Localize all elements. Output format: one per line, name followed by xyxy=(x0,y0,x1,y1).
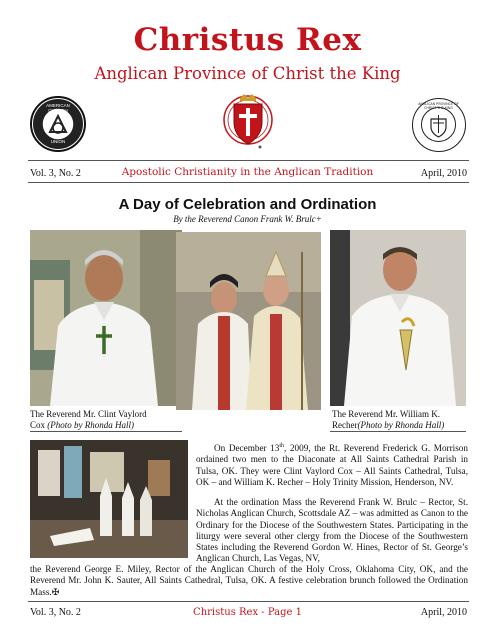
paragraph-1-start: On December 13 xyxy=(214,443,280,454)
article-paragraph-2: At the ordination Mass the Reverend Frank W. Brulc – Rector, St. Nicholas Anglican Church, Scottsdale AZ – was admitted as Canon to the Ordinary for the Diocese of the Southwestern States. Participating in the liturgy were several other clergy from the Diocese of the Southwestern States including the Reverend Gordon W. Hines, Rector of St. George’s Anglican Church, Las Vegas, NV, xyxy=(196,497,468,564)
article-byline: By the Reverend Canon Frank W. Brulc+ xyxy=(173,214,322,224)
caption-right-credit: (Photo by Rhonda Hall) xyxy=(357,420,445,430)
caption-right-line2: Recher xyxy=(332,420,358,430)
header-volume: Vol. 3, No. 2 xyxy=(30,168,81,179)
photo-cathedral-interior xyxy=(30,440,188,558)
header-bottom-rule xyxy=(28,182,469,183)
province-seal xyxy=(412,98,466,152)
caption-left-rule xyxy=(30,431,182,432)
seal-top-text: AMERICAN CHURCH xyxy=(46,103,70,113)
caption-right-line1: The Reverend Mr. William K. xyxy=(332,409,440,419)
article-headline: A Day of Celebration and Ordination xyxy=(118,196,377,213)
province-shield-crest xyxy=(222,92,274,156)
top-rule xyxy=(28,160,469,161)
footer-date: April, 2010 xyxy=(420,607,467,618)
caption-left xyxy=(30,409,178,431)
article-paragraph-1 xyxy=(196,441,468,488)
american-church-union-seal xyxy=(30,96,86,152)
header-date: April, 2010 xyxy=(420,168,467,179)
footer-volume: Vol. 3, No. 2 xyxy=(30,607,81,618)
seal-bottom-text: UNION xyxy=(50,139,66,144)
seal-ring-text: ANGLICAN PROVINCE OF CHRIST THE KING xyxy=(418,102,459,110)
masthead-title: Christus Rex xyxy=(133,22,362,58)
photo-william-recher xyxy=(330,230,466,406)
paragraph-1-rest: , 2009, the Rt. Reverend Frederick G. Morrison ordained two men to the Diaconate at All Saints Cathedral Parish in Tulsa, OK. They were Clint Vaylord Cox – All Saints Cathedral, Tulsa, OK – and William K. Recher – Holy Trinity Mission, Henderson, NV. xyxy=(196,443,468,487)
footer-page: Christus Rex - Page 1 xyxy=(193,607,302,618)
caption-right-rule xyxy=(330,431,466,432)
caption-left-line1: The Reverend Mr. Clint Vaylord xyxy=(30,409,147,419)
caption-left-credit: (Photo by Rhonda Hall) xyxy=(47,420,135,430)
caption-left-line2: Cox xyxy=(30,420,48,430)
photo-ordination-group xyxy=(176,232,321,410)
paragraph-1-sup: th xyxy=(279,443,285,449)
masthead-subtitle: Anglican Province of Christ the King xyxy=(94,64,401,83)
caption-right xyxy=(332,409,472,431)
photo-clint-cox xyxy=(30,230,182,406)
article-paragraph-3: the Reverend George E. Miley, Rector of the Anglican Church of the Holy Cross, Oklahoma City, OK, and the Reverend Mr. John K. Sauter, All Saints Cathedral, Tulsa, OK. A festive celebration brunch followed the Ordination Mass.✠ xyxy=(30,564,468,597)
footer-rule xyxy=(28,601,469,602)
header-tagline: Apostolic Christianity in the Anglican Tradition xyxy=(121,166,374,178)
